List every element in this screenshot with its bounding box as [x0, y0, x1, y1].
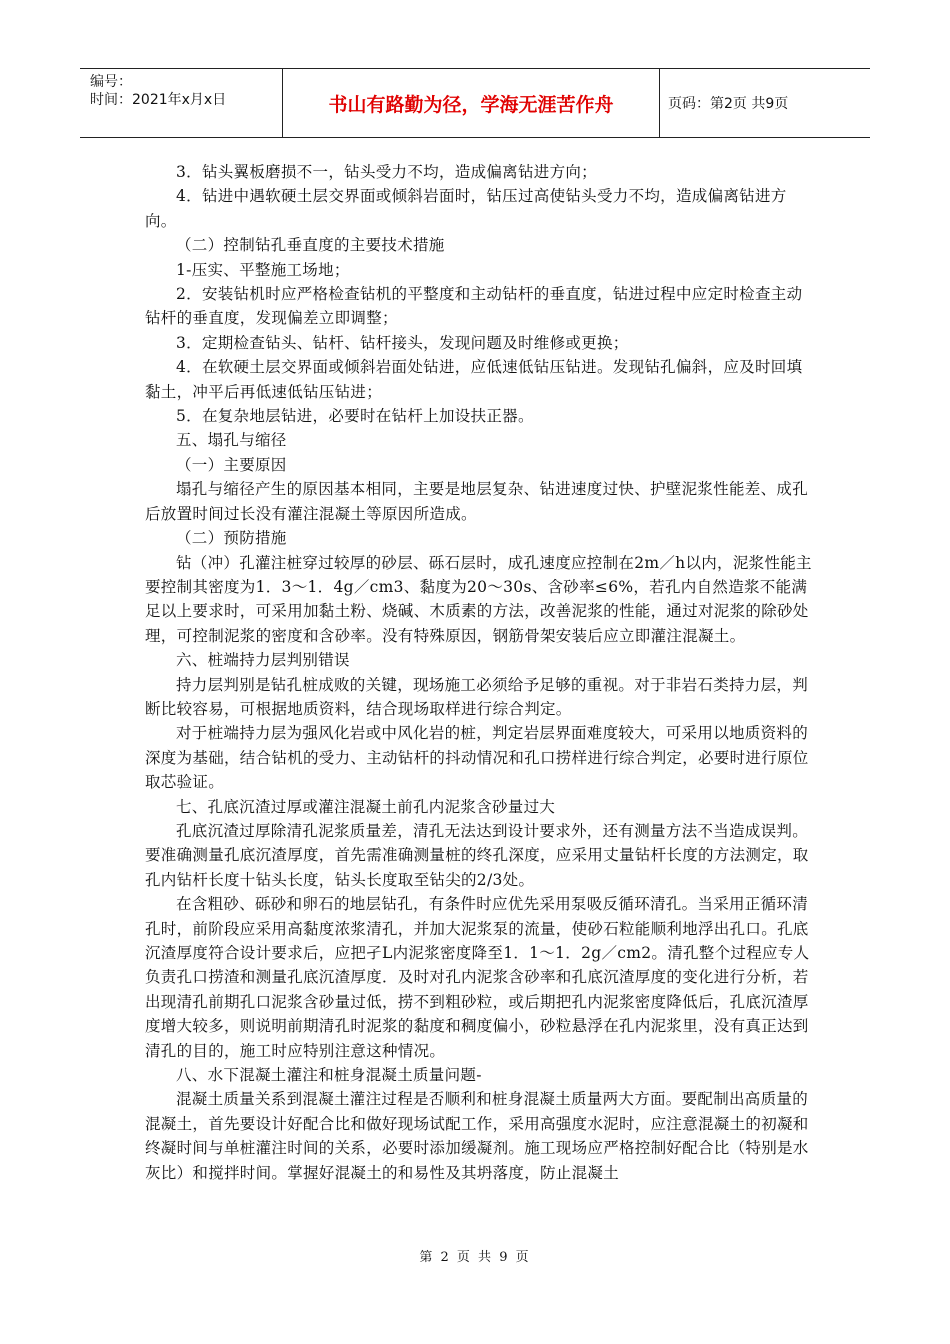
- paragraph: 1-压实、平整施工场地；: [176, 260, 350, 279]
- paragraph: 八、水下混凝土灌注和桩身混凝土质量问题-: [176, 1066, 482, 1085]
- header-meta: [80, 69, 282, 137]
- paragraph: 持力层判别是钻孔桩成败的关键，现场施工必须给予足够的重视。对于非岩石类持力层，判断比较容易，可根据地质资料，结合现场取样进行综合判定。: [145, 675, 809, 718]
- document-date: 时间：2021年x月x日: [90, 92, 227, 108]
- paragraph: 4．在软硬土层交界面或倾斜岩面处钻进，应低速低钻压钻进。发现钻孔偏斜，应及时回填黏土，冲平后再低速低钻压钻进；: [145, 358, 803, 401]
- page-footer: 第 2 页 共 9 页: [419, 1250, 531, 1265]
- paragraph: 五、塌孔与缩径: [176, 431, 287, 450]
- paragraph: 混凝土质量关系到混凝土灌注过程是否顺利和桩身混凝土质量两大方面。要配制出高质量的混凝土，首先要设计好配合比和做好现场试配工作，采用高强度水泥时，应注意混凝土的初凝和终凝时间与单桩灌注时间的关系，必要时添加缓凝剂。施工现场应严格控制好配合比（特别是水灰比）和搅拌时间。掌握好混凝土的和易性及其坍落度，防止混凝土: [145, 1090, 809, 1182]
- paragraph: 孔底沉渣过厚除清孔泥浆质量差，清孔无法达到设计要求外，还有测量方法不当造成误判。要准确测量孔底沉渣厚度，首先需准确测量桩的终孔深度，应采用丈量钻杆长度的方法测定，取孔内钻杆长度十钻头长度，钻头长度取至钻尖的2/3处。: [145, 821, 809, 889]
- paragraph: （二）预防措施: [176, 529, 287, 548]
- page-header: [80, 68, 870, 138]
- paragraph: （一）主要原因: [176, 455, 287, 474]
- header-page-info: 页码：第2页 共9页: [668, 96, 789, 112]
- paragraph: 4．钻进中遇软硬土层交界面或倾斜岩面时，钻压过高使钻头受力不均，造成偏离钻进方向。: [145, 187, 787, 230]
- paragraph: 六、桩端持力层判别错误: [176, 651, 350, 670]
- paragraph: 七、孔底沉渣过厚或灌注混凝土前孔内泥浆含砂量过大: [176, 797, 556, 816]
- paragraph: （二）控制钻孔垂直度的主要技术措施: [176, 236, 445, 255]
- paragraph: 5．在复杂地层钻进，必要时在钻杆上加设扶正器。: [176, 407, 534, 426]
- paragraph: 3．定期检查钻头、钻杆、钻杆接头，发现问题及时维修或更换；: [176, 333, 629, 352]
- paragraph: 钻（冲）孔灌注桩穿过较厚的砂层、砾石层时，成孔速度应控制在2m／h以内，泥浆性能主要控制其密度为1．3～1．4g／cm3、黏度为20～30s、含砂率≤6%，若孔内自然造浆不能满足以上要求时，可采用加黏土粉、烧碱、木质素的方法，改善泥浆的性能，通过对泥浆的除砂处理，可控制泥浆的密度和含砂率。没有特殊原因，钢筋骨架安装后应立即灌注混凝土。: [145, 553, 812, 645]
- paragraph: 在含粗砂、砾砂和卵石的地层钻孔，有条件时应优先采用泵吸反循环清孔。当采用正循环清孔时，前阶段应采用高黏度浓浆清孔，并加大泥浆泵的流量，使砂石粒能顺利地浮出孔口。孔底沉渣厚度符合设计要求后，应把孑L内泥浆密度降至1．1～1．2g／cm2。清孔整个过程应专人负责孔口捞渣和测量孔底沉渣厚度．及时对孔内泥浆含砂率和孔底沉渣厚度的变化进行分析，若出现清孔前期孔口泥浆含砂量过低，捞不到粗砂粒，或后期把孔内泥浆密度降低后，孔底沉渣厚度增大较多，则说明前期清孔时泥浆的黏度和稠度偏小，砂粒悬浮在孔内泥浆里，没有真正达到清孔的目的，施工时应特别注意这种情况。: [145, 895, 810, 1060]
- document-body: [145, 160, 815, 1185]
- paragraph: 3．钻头翼板磨损不一，钻头受力不均，造成偏离钻进方向；: [176, 163, 597, 181]
- paragraph: 塌孔与缩径产生的原因基本相同，主要是地层复杂、钻进速度过快、护壁泥浆性能差、成孔后放置时间过长没有灌注混凝土等原因所造成。: [145, 480, 809, 523]
- header-motto: 书山有路勤为径，学海无涯苦作舟: [282, 69, 660, 137]
- paragraph: 对于桩端持力层为强风化岩或中风化岩的桩，判定岩层界面难度较大，可采用以地质资料的深度为基础，结合钻机的受力、主动钻杆的抖动情况和孔口捞样进行综合判定，必要时进行原位取芯验证。: [145, 724, 809, 792]
- paragraph: 2．安装钻机时应严格检查钻机的平整度和主动钻杆的垂直度，钻进过程中应定时检查主动钻杆的垂直度，发现偏差立即调整；: [145, 285, 803, 328]
- document-number-label: 编号：: [90, 74, 132, 90]
